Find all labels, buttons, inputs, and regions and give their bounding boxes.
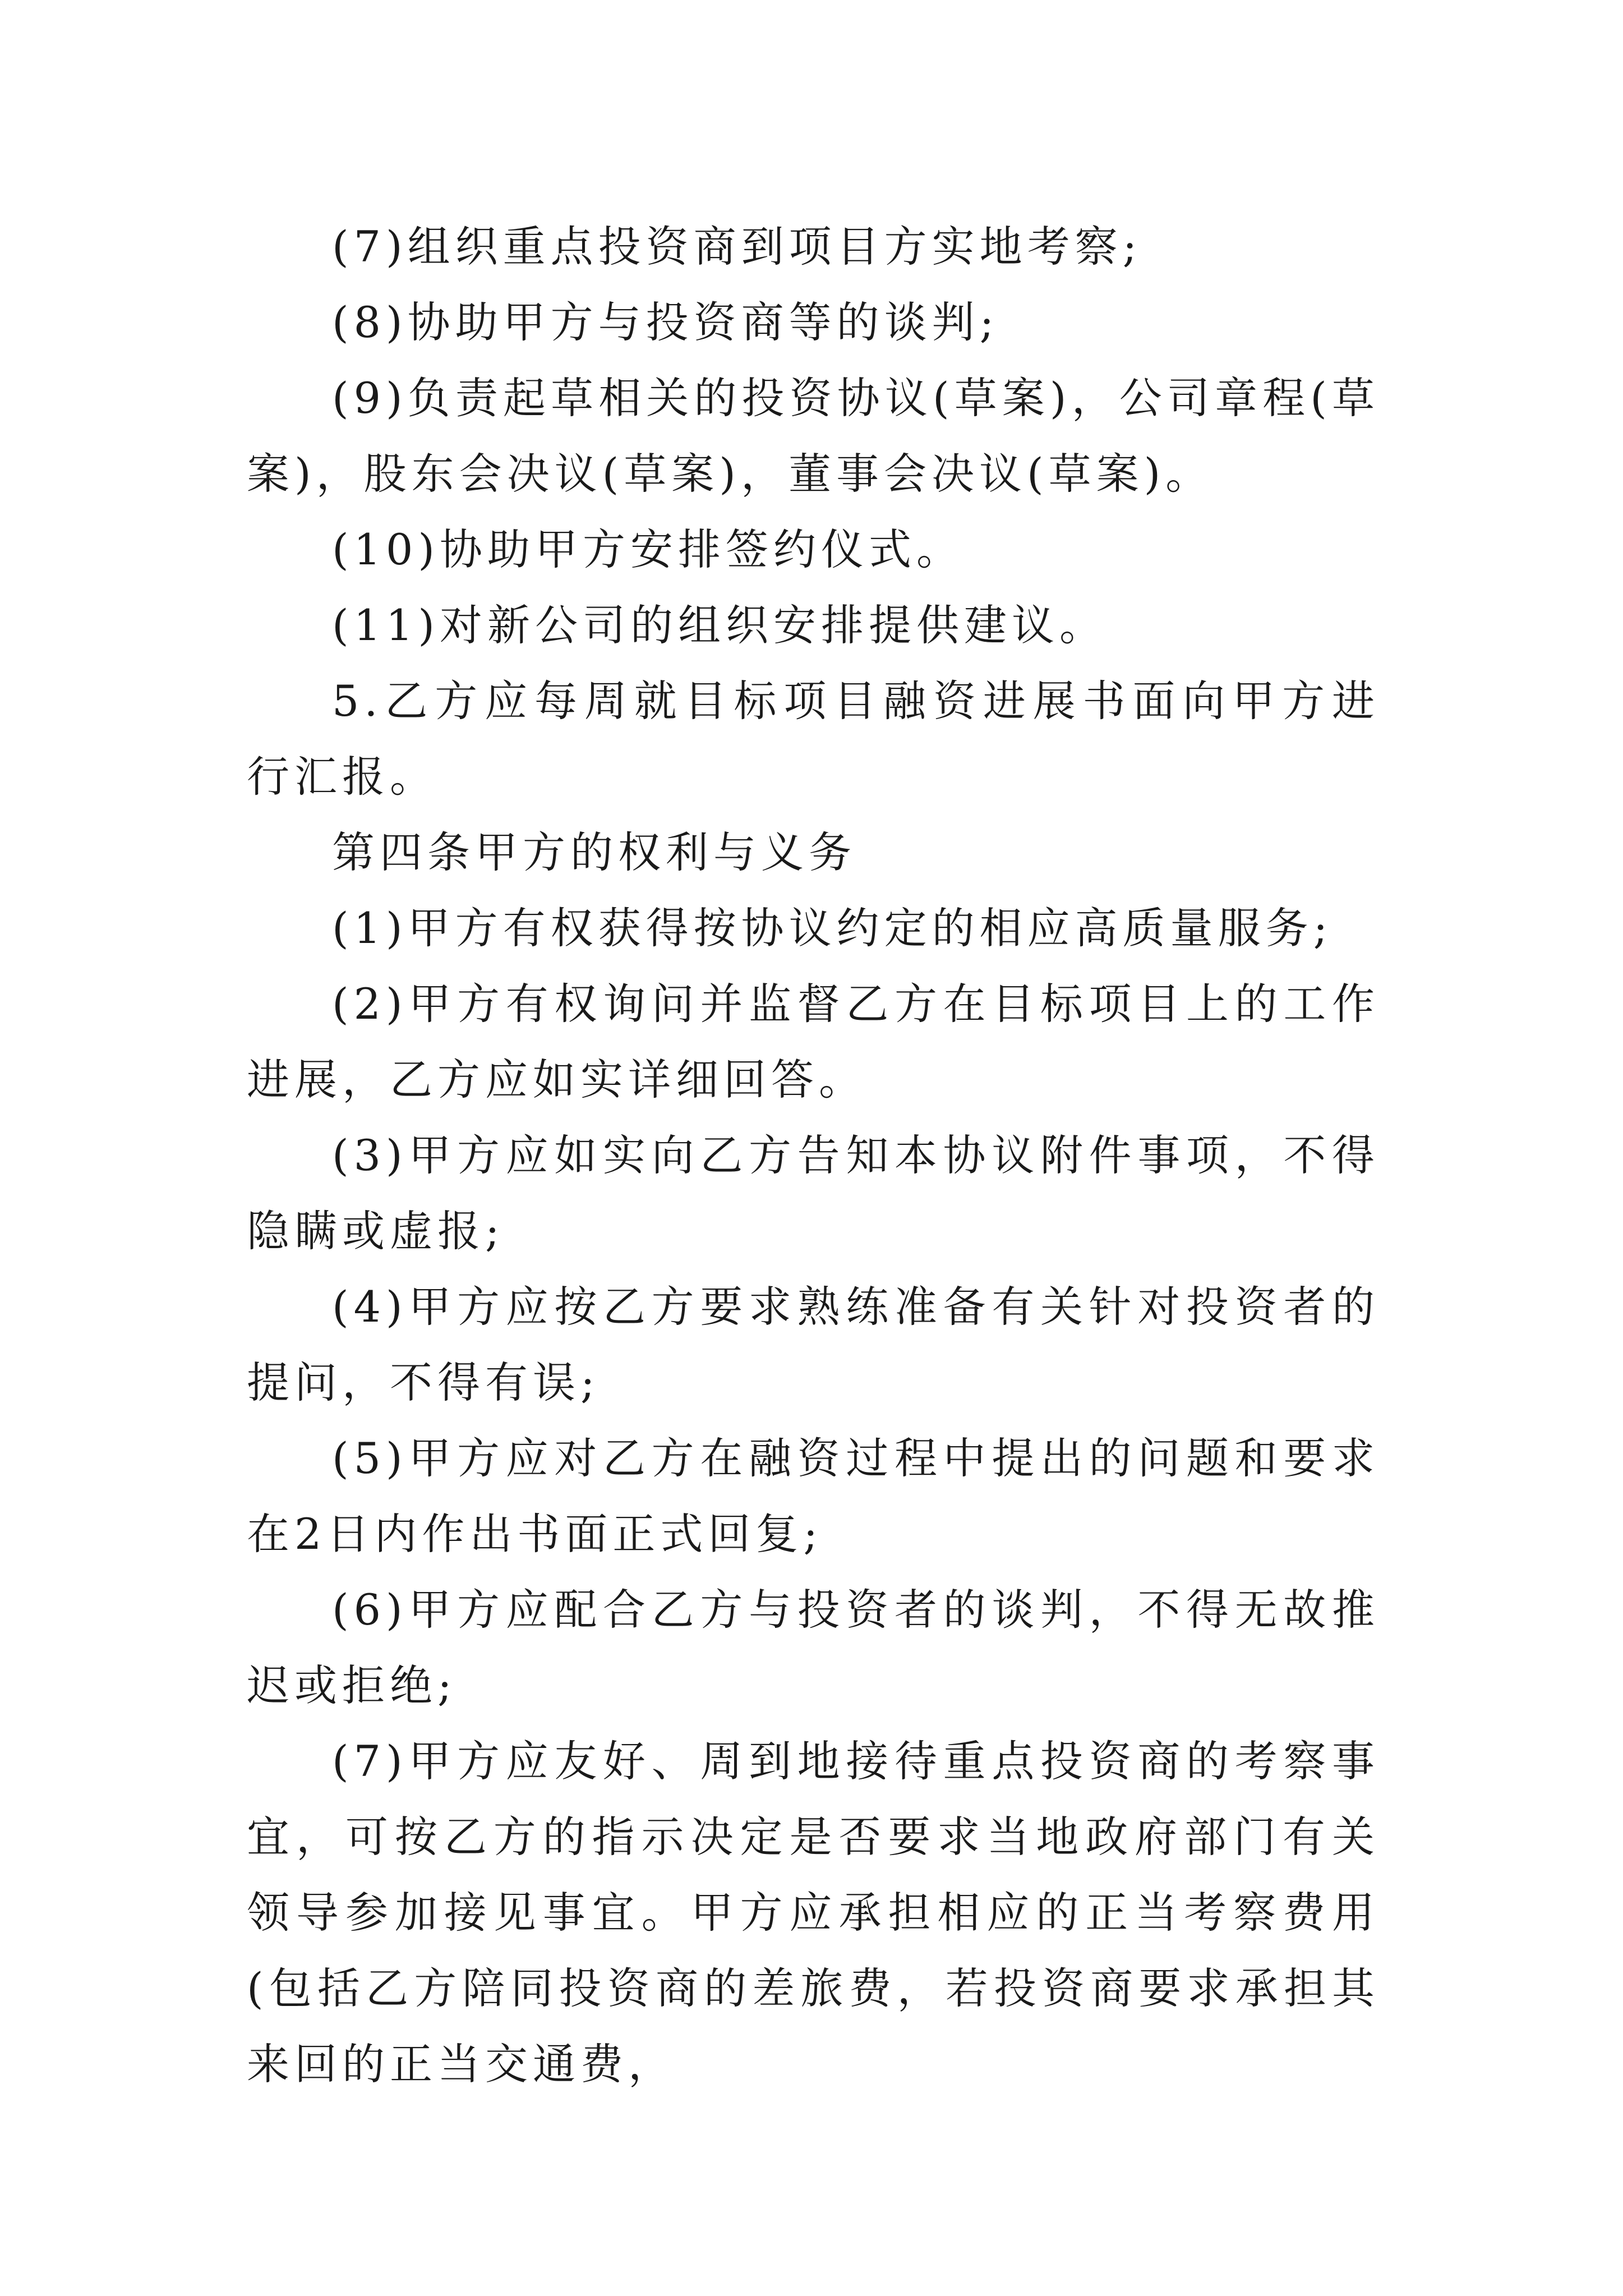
- paragraph-right-2: (2)甲方有权询问并监督乙方在目标项目上的工作进展，乙方应如实详细回答。: [247, 979, 1380, 1105]
- paragraph-weekly-report: 5.乙方应每周就目标项目融资进展书面向甲方进行汇报。: [247, 676, 1380, 802]
- paragraph-obligation-4: (4)甲方应按乙方要求熟练准备有关针对投资者的提问，不得有误;: [247, 1282, 1380, 1407]
- paragraph-duty-9: (9)负责起草相关的投资协议(草案)，公司章程(草案)，股东会决议(草案)，董事会决议(草案)。: [247, 373, 1380, 499]
- paragraph-duty-11: (11)对新公司的组织安排提供建议。: [332, 600, 1108, 650]
- paragraph-duty-10: (10)协助甲方安排签约仪式。: [332, 524, 965, 574]
- paragraph-duty-7: (7)组织重点投资商到项目方实地考察;: [332, 222, 1142, 272]
- paragraph-obligation-3: (3)甲方应如实向乙方告知本协议附件事项，不得隐瞒或虚报;: [247, 1130, 1380, 1256]
- paragraph-obligation-7: (7)甲方应友好、周到地接待重点投资商的考察事宜，可按乙方的指示决定是否要求当地政府部门有关领导参加接见事宜。甲方应承担相应的正当考察费用(包括乙方陪同投资商的差旅费，若投资商要求承担其来回的正当交通费，: [247, 1736, 1380, 2089]
- paragraph-duty-8: (8)协助甲方与投资商等的谈判;: [332, 297, 999, 347]
- section-heading-article-4: 第四条甲方的权利与义务: [332, 827, 856, 877]
- paragraph-obligation-6: (6)甲方应配合乙方与投资者的谈判，不得无故推迟或拒绝;: [247, 1585, 1380, 1710]
- paragraph-obligation-5: (5)甲方应对乙方在融资过程中提出的问题和要求在2日内作出书面正式回复;: [247, 1433, 1380, 1559]
- paragraph-right-1: (1)甲方有权获得按协议约定的相应高质量服务;: [332, 903, 1333, 953]
- document-body: [247, 209, 1380, 2102]
